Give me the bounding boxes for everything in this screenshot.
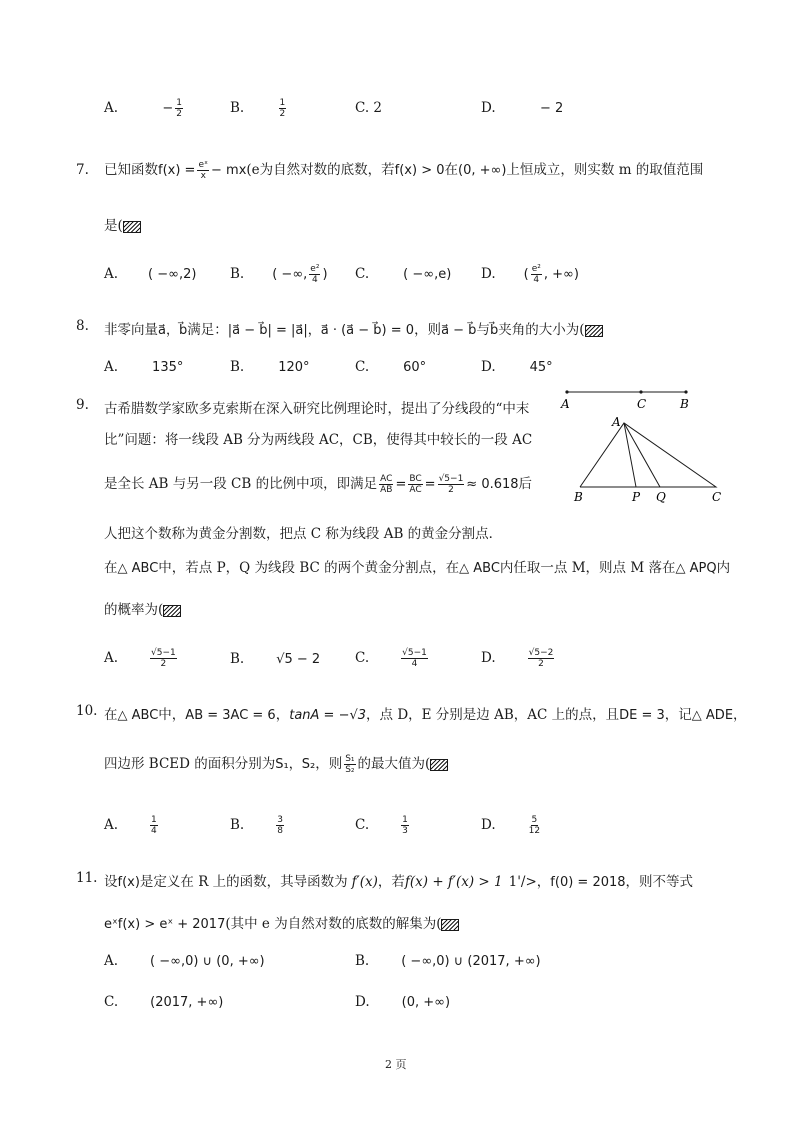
answer-blank-icon (430, 759, 448, 771)
q10-number: 10. (76, 703, 98, 719)
q8-option-c: C. 60° (355, 359, 427, 375)
label-c-top: C (637, 397, 647, 411)
q7-line1: 已知函数f(x) = $\frac{\text{eˣ}}{x}$ − mx(e为自然对数的底数，若f(x) > 0在(0, +∞)上恒成立，则实数 m 的取值范围 (104, 160, 704, 181)
q6-option-d: D. − 2 (481, 100, 564, 116)
label-a-top: A (561, 397, 570, 411)
q9-option-c: C. $\frac{√5-1}{4}$ (355, 648, 427, 669)
q9-option-a: A. $\frac{√5-1}{2}$ (104, 648, 176, 669)
q9-line6: 的概率为( (104, 598, 181, 618)
q11-option-c: C. (2017, +∞) (104, 994, 224, 1010)
q7-option-b: B. ( −∞, $\frac{\text{e²}}{4}$ ) (230, 264, 328, 285)
q11-option-a: A. ( −∞,0) ∪ (0, +∞) (104, 953, 265, 969)
q7-option-d: D. ( $\frac{\text{e²}}{4}$ , +∞) (481, 264, 579, 285)
q7-option-a: A. ( −∞,2) (104, 266, 197, 282)
q10-option-b: B. $\frac{3}{8}$ (230, 815, 283, 836)
label-q: Q (656, 490, 666, 504)
q8-option-b: B. 120° (230, 359, 310, 375)
q10-line2: 四边形 BCED 的面积分别为S₁，S₂，则 $\frac{\text{S₁}}{\text{S₂}}$ 的最大值为( (104, 752, 448, 775)
q9-option-b: B. √5 − 2 (230, 651, 321, 667)
point-b (684, 390, 687, 393)
label-a: A (612, 415, 621, 429)
q6-option-c: C. 2 (355, 100, 383, 116)
q7-line2: 是( (104, 214, 141, 234)
q10-option-d: D. $\frac{5}{12}$ (481, 815, 541, 836)
q9-number: 9. (76, 397, 89, 413)
q8-option-d: D. 45° (481, 359, 553, 375)
triangle-abc (580, 423, 716, 487)
answer-blank-icon (441, 919, 459, 931)
q8-option-a: A. 135° (104, 359, 184, 375)
point-a (565, 390, 568, 393)
q9-option-d: D. $\frac{√5-2}{2}$ (481, 648, 554, 669)
q11-number: 11. (76, 870, 98, 886)
q9-line2: 比”问题：将一线段 AB 分为两线段 AC，CB，使得其中较长的一段 AC (104, 432, 533, 448)
q11-line1: 设f(x)是定义在 R 上的函数，其导函数为 f′(x)，若f(x) + f′(x) > 1 1'/>，f(0) = 2018，则不等式 (104, 874, 694, 890)
answer-blank-icon (585, 325, 603, 337)
answer-blank-icon (163, 605, 181, 617)
q7-number: 7. (76, 162, 89, 178)
q7-option-c: C. ( −∞,e) (355, 266, 452, 282)
label-b: B (574, 490, 583, 504)
q10-option-a: A. $\frac{1}{4}$ (104, 815, 157, 836)
label-b-top: B (680, 397, 689, 411)
q6-option-a: A. − $\frac{1}{2}$ (104, 98, 182, 119)
q9-line4: 人把这个数称为黄金分割数，把点 C 称为线段 AB 的黄金分割点． (104, 526, 503, 542)
q11-option-b: B. ( −∞,0) ∪ (2017, +∞) (355, 953, 541, 969)
q10-option-c: C. $\frac{1}{3}$ (355, 815, 408, 836)
q11-line2: eˣf(x) > eˣ + 2017(其中 e 为自然对数的底数的解集为( (104, 912, 459, 932)
q9-line5: 在△ ABC中，若点 P，Q 为线段 BC 的两个黄金分割点，在△ ABC内任取一点 M，则点 M 落在△ APQ内 (104, 560, 731, 576)
page-number: 2 页 (385, 1058, 407, 1071)
segment-aq (624, 423, 660, 487)
q9-line3: 是全长 AB 与另一段 CB 的比例中项，即满足 $\frac{AC}{AB}$ = $\frac{BC}{AC}$ = $\frac{√5-1}{2}$ ≈ 0.618后 (104, 474, 533, 495)
q11-option-d: D. (0, +∞) (355, 994, 451, 1010)
q10-line1: 在△ ABC中，AB = 3AC = 6，tanA = −√3，点 D，E 分别是边 AB，AC 上的点，且DE = 3，记△ ADE， (104, 707, 747, 723)
point-c (639, 390, 642, 393)
label-c: C (712, 490, 722, 504)
q8-number: 8. (76, 318, 89, 334)
q9-line1: 古希腊数学家欧多克索斯在深入研究比例理论时，提出了分线段的“中末 (104, 401, 530, 417)
golden-section-figure (556, 386, 726, 508)
q8-line1: 非零向量a⃗，b⃗满足：|a⃗ − b⃗| = |a⃗|，a⃗ · (a⃗ − b⃗) = 0，则a⃗ − b⃗与b⃗夹角的大小为( (104, 318, 603, 338)
segment-ap (624, 423, 636, 487)
label-p: P (632, 490, 641, 504)
q6-option-b: B. $\frac{1}{2}$ (230, 98, 286, 119)
answer-blank-icon (123, 221, 141, 233)
